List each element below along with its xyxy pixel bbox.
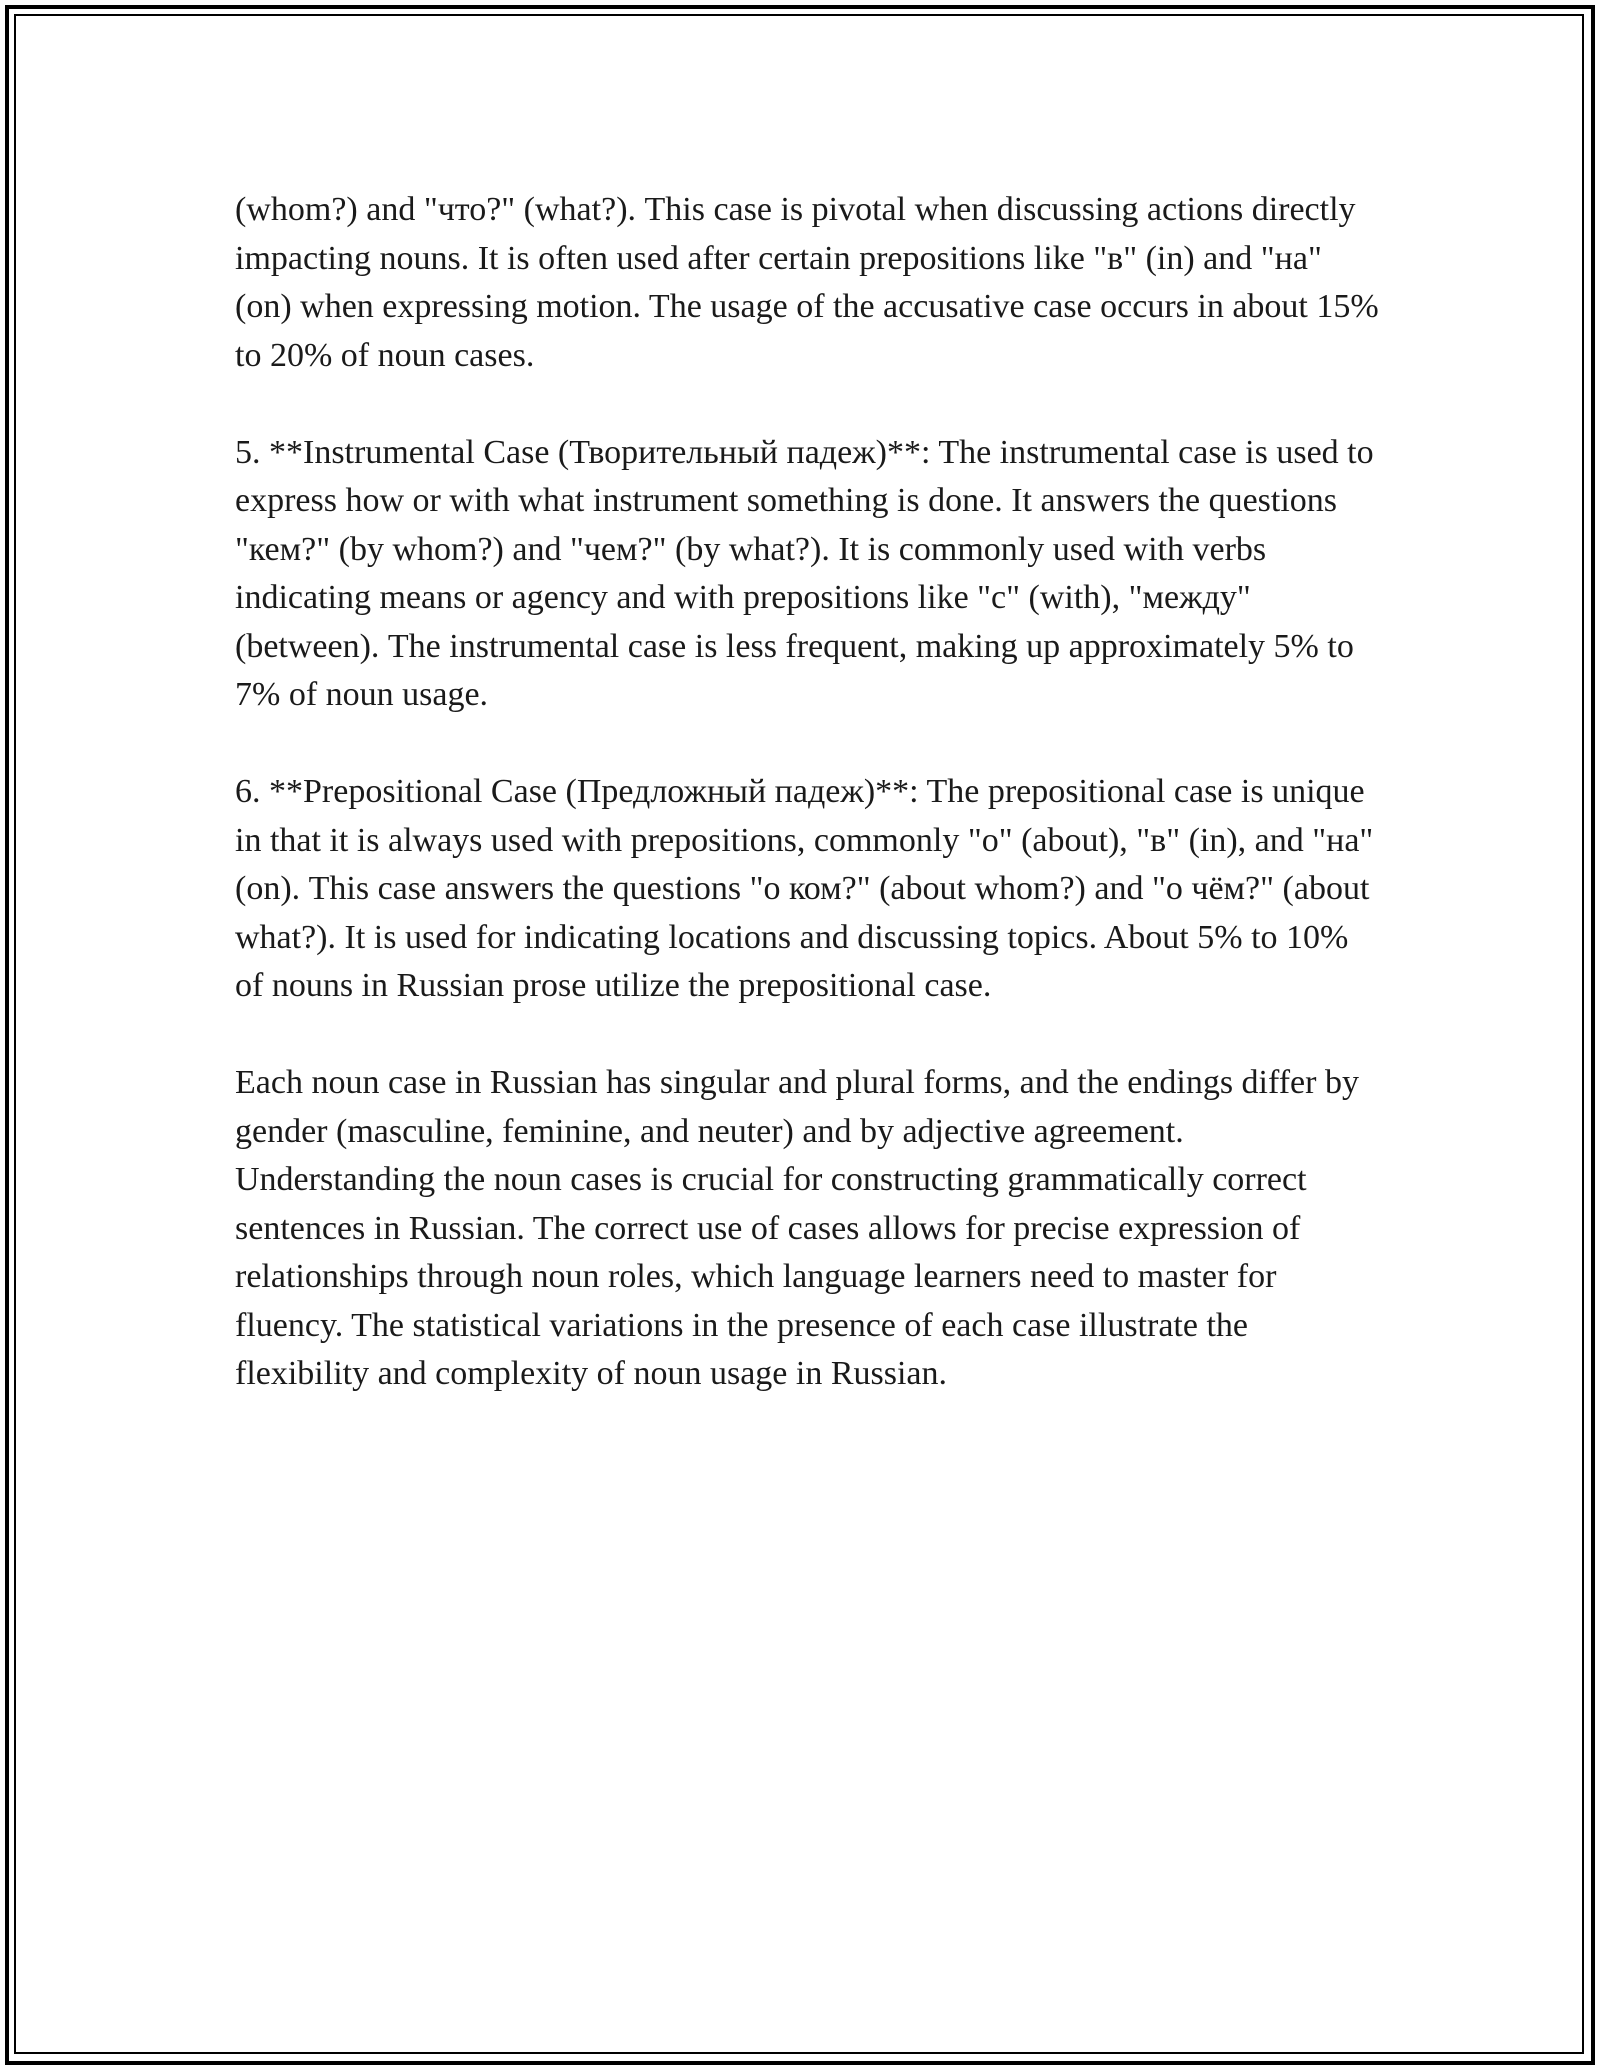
paragraph-instrumental-case: 5. **Instrumental Case (Творительный падеж)**: The instrumental case is used to express how or with what instrument something is done. It answers the questions "кем?" (by whom?) and "чем?" (by what?). It is commonly used with verbs indicating means or agency and with prepositions like "с" (with), "между" (between). The instrumental case is less frequent, making up approximately 5% to 7% of noun usage. — [235, 433, 1374, 713]
paragraph-summary: Each noun case in Russian has singular and plural forms, and the endings differ by gender (masculine, feminine, and neuter) and by adjective agreement. Understanding the noun cases is crucial for constructing grammatically correct sentences in Russian. The correct use of cases allows for precise expression of relationships through noun roles, which language learners need to master for fluency. The statistical variations in the presence of each case illustrate the flexibility and complexity of noun usage in Russian. — [235, 1064, 1359, 1392]
document-body — [235, 186, 1380, 1399]
paragraph-prepositional-case: 6. **Prepositional Case (Предложный падеж)**: The prepositional case is unique in that it is always used with prepositions, commonly "о" (about), "в" (in), and "на" (on). This case answers the questions "о ком?" (about whom?) and "о чём?" (about what?). It is used for indicating locations and discussing topics. About 5% to 10% of nouns in Russian prose utilize the prepositional case. — [235, 773, 1374, 1004]
paragraph-accusative-continuation: (whom?) and "что?" (what?). This case is pivotal when discussing actions directly impacting nouns. It is often used after certain prepositions like "в" (in) and "на" (on) when expressing motion. The usage of the accusative case occurs in about 15% to 20% of noun cases. — [235, 191, 1379, 374]
